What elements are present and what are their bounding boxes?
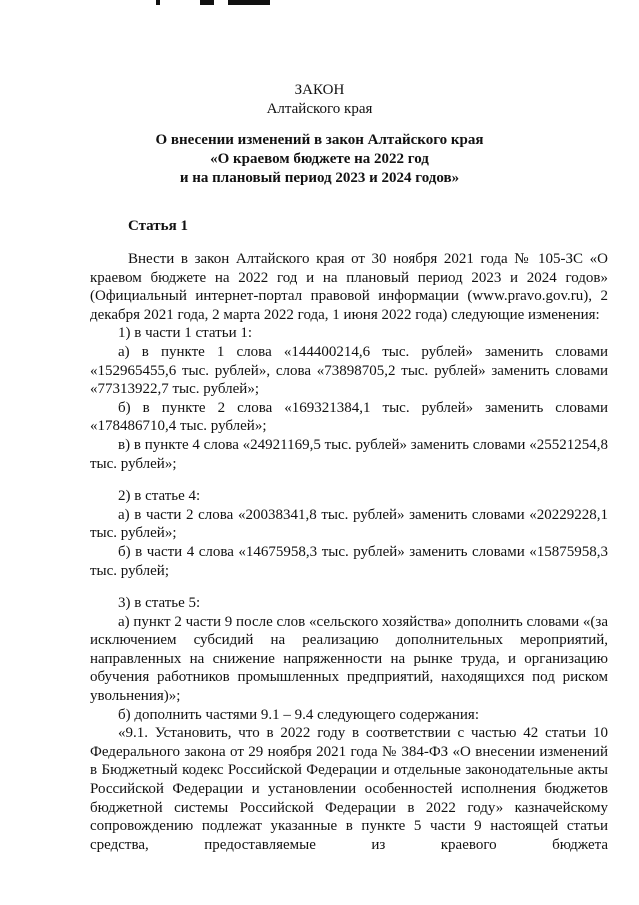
- paragraph-item: а) в пункте 1 слова «144400214,6 тыс. рублей» заменить словами «152965455,6 тыс. рублей», слова «73898705,2 тыс. рублей» заменить словами «77313922,7 тыс. рублей»;: [90, 343, 608, 398]
- law-title-block: [0, 81, 639, 119]
- paragraph-item: б) дополнить частями 9.1 – 9.4 следующего содержания:: [118, 706, 479, 723]
- heading-line: и на плановый период 2023 и 2024 годов»: [179, 170, 460, 186]
- article-heading: Статья 1: [128, 218, 188, 234]
- article-body: [90, 250, 608, 854]
- paragraph-item: в) в пункте 4 слова «24921169,5 тыс. рублей» заменить словами «25521254,8 тыс. рублей»;: [90, 436, 608, 472]
- spacer: [90, 580, 608, 594]
- paragraph-item: 1) в части 1 статьи 1:: [118, 325, 253, 342]
- paragraph-item: 3) в статье 5:: [118, 595, 201, 612]
- law-label: ЗАКОН: [294, 82, 345, 98]
- paragraph-item: 2) в статье 4:: [118, 488, 201, 505]
- paragraph-item: «9.1. Установить, что в 2022 году в соответствии с частью 42 статьи 10 Федерального закона от 29 ноября 2021 года № 384-ФЗ «О внесении изменений в Бюджетный кодекс Российской Федерации и отдельные законодательные акты Российской Федерации и установлении особенностей исполнения бюджетов бюджетной системы Российской Федерации в 2022 году» казначейскому сопровождению подлежат указанные в пункте 5 части 9 настоящей статьи средства, предоставляемые из краевого бюджета: [90, 725, 608, 853]
- paragraph-item: б) в пункте 2 слова «169321384,1 тыс. рублей» заменить словами «178486710,4 тыс. рублей»;: [90, 399, 608, 435]
- paragraph-item: а) в части 2 слова «20038341,8 тыс. рублей» заменить словами «20229228,1 тыс. рублей»;: [90, 506, 608, 542]
- paragraph-intro: Внести в закон Алтайского края от 30 ноября 2021 года № 105-ЗС «О краевом бюджете на 2022 год и на плановый период 2023 и 2024 годов» (Официальный интернет-портал правовой информации (www.pravo.gov.ru), 2 декабря 2021 года, 2 марта 2022 года, 1 июня 2022 года) следующие изменения:: [90, 251, 608, 323]
- emblem-fragment: [150, 0, 300, 6]
- heading-line: О внесении изменений в закон Алтайского края: [155, 132, 484, 148]
- paragraph-item: б) в части 4 слова «14675958,3 тыс. рублей» заменить словами «15875958,3 тыс. рублей;: [90, 543, 608, 579]
- paragraph-item: а) пункт 2 части 9 после слов «сельского хозяйства» дополнить словами «(за исключением субсидий на реализацию дополнительных мероприятий, направленных на снижение напряженности на рынке труда, и организацию обучения работников промышленных предприятий, находящихся под риском увольнения)»;: [90, 613, 608, 705]
- heading-line: «О краевом бюджете на 2022 год: [210, 151, 429, 167]
- law-heading: [0, 131, 639, 188]
- spacer: [90, 473, 608, 487]
- region-name: Алтайского края: [266, 101, 373, 117]
